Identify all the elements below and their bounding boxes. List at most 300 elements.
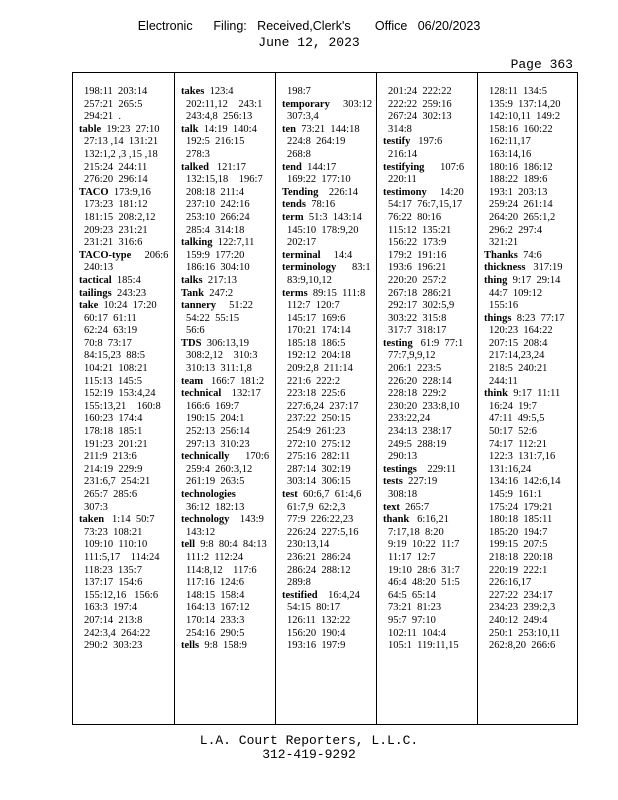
index-entry-continuation: 170:21 174:14	[287, 325, 351, 337]
index-column-5	[477, 73, 579, 724]
index-entry-continuation: 268:8	[287, 148, 311, 160]
index-entry-continuation: 54:22 55:15	[186, 312, 240, 324]
index-entry-continuation: 169:22 177:10	[287, 174, 351, 186]
index-term: take	[79, 300, 99, 312]
index-term: TACO-type	[79, 249, 132, 261]
page-line-refs: 14:20	[426, 186, 464, 198]
index-entry-continuation: 62:24 63:19	[84, 325, 138, 337]
index-term: testify	[383, 136, 411, 148]
index-entry-continuation: 321:21	[489, 237, 519, 249]
index-column-2	[174, 73, 275, 724]
index-entry-continuation: 307:3,4	[287, 111, 319, 123]
index-entry-continuation: 178:18 185:1	[84, 426, 143, 438]
index-term: Tank	[181, 287, 204, 299]
index-entry-continuation: 143:12	[186, 526, 216, 538]
index-term: technically	[181, 451, 230, 463]
page-line-refs: 60:6,7 61:4,6	[297, 489, 362, 500]
index-term: tests	[383, 476, 403, 488]
page-line-refs: 122:7,11	[212, 237, 255, 249]
index-column-3	[275, 73, 376, 724]
index-entry-continuation: 192:12 204:18	[287, 350, 351, 362]
page-line-refs: 144:17	[301, 161, 337, 173]
index-term: table	[79, 123, 102, 135]
index-column-4	[376, 73, 477, 724]
page-line-refs: 317:19	[525, 262, 563, 274]
index-entry-continuation: 292:17 302:5,9	[388, 300, 455, 312]
index-term: temporary	[282, 98, 330, 110]
index-entry-continuation: 117:16 124:6	[186, 577, 244, 589]
page-line-refs: 61:9 77:1	[412, 337, 464, 349]
index-entry-headword	[282, 250, 373, 263]
index-entry-headword	[484, 262, 576, 275]
index-entry-continuation: 36:12 182:13	[186, 501, 245, 513]
index-entry-continuation: 257:21 265:5	[84, 98, 143, 110]
page-line-refs: 14:4	[320, 249, 353, 261]
index-term: tells	[181, 640, 200, 652]
index-entry-headword	[181, 338, 272, 351]
index-entry-continuation: 126:11 132:22	[287, 614, 351, 626]
index-entry-continuation: 206:1 223:5	[388, 363, 442, 375]
index-entry-continuation: 234:13 238:17	[388, 426, 452, 438]
index-entry-continuation: 156:22 173:9	[388, 237, 447, 249]
index-entry-continuation: 249:5 288:19	[388, 438, 447, 450]
index-entry-continuation: 278:3	[186, 148, 210, 160]
index-entry-headword	[181, 275, 272, 288]
index-entry-headword	[282, 199, 373, 212]
index-term: technologies	[181, 489, 236, 500]
index-entry-headword	[383, 502, 474, 515]
index-entry-continuation: 190:15 204:1	[186, 413, 245, 425]
page-line-refs: 51:22	[216, 300, 254, 312]
index-entry-headword	[282, 212, 373, 225]
index-entry-continuation: 254:16 290:5	[186, 627, 245, 639]
index-entry-continuation: 132:1,2 ,3 ,15 ,18	[84, 148, 158, 160]
index-entry-headword	[484, 313, 576, 326]
index-entry-continuation: 253:10 266:24	[186, 211, 250, 223]
index-entry-continuation: 128:11 134:5	[489, 86, 547, 97]
word-index-box	[72, 72, 578, 725]
page-line-refs: 226:14	[318, 186, 359, 198]
page-line-refs: 306:13,19	[201, 337, 249, 349]
page-line-refs: 121:17	[209, 161, 247, 173]
index-entry-continuation: 188:22 189:6	[489, 174, 548, 186]
index-entry-continuation: 275:16 282:11	[287, 451, 351, 463]
index-term: team	[181, 375, 204, 387]
index-term: TACO	[79, 186, 109, 198]
index-entry-continuation: 265:7 285:6	[84, 489, 138, 500]
index-entry-continuation: 303:14 306:15	[287, 476, 351, 488]
page-line-refs: 51:3 143:14	[303, 211, 362, 223]
index-entry-continuation: 120:23 164:22	[489, 325, 553, 337]
index-entry-continuation: 137:17 154:6	[84, 577, 143, 589]
index-entry-continuation: 56:6	[186, 325, 205, 337]
index-entry-continuation: 276:20 296:14	[84, 174, 148, 186]
index-column-1	[73, 73, 174, 724]
page-number: Page 363	[510, 57, 573, 72]
index-entry-continuation: 208:18 211:4	[186, 186, 244, 198]
index-entry-continuation: 242:3,4 264:22	[84, 627, 151, 639]
index-term: test	[282, 489, 298, 500]
index-entry-continuation: 224:8 264:19	[287, 136, 346, 148]
index-entry-continuation: 77:9 226:22,23	[287, 514, 354, 526]
index-term: tannery	[181, 300, 216, 312]
index-term: testified	[282, 589, 318, 601]
index-entry-continuation: 145:9 161:1	[489, 489, 543, 500]
page-line-refs: 185:4	[111, 274, 141, 286]
index-entry-continuation: 226:24 227:5,16	[287, 526, 359, 538]
index-entry-continuation: 7:17,18 8:20	[388, 526, 444, 538]
index-entry-continuation: 307:3	[84, 501, 108, 513]
index-entry-headword	[181, 86, 272, 99]
index-entry-headword	[282, 590, 373, 603]
index-entry-continuation: 170:14 233:3	[186, 614, 245, 626]
index-entry-continuation: 303:22 315:8	[388, 312, 447, 324]
index-entry-continuation: 202:17	[287, 237, 317, 249]
index-entry-continuation: 163:3 197:4	[84, 602, 138, 614]
index-entry-continuation: 207:14 213:8	[84, 614, 143, 626]
index-term: thing	[484, 274, 508, 286]
index-entry-headword	[282, 162, 373, 175]
index-entry-continuation: 264:20 265:1,2	[489, 211, 556, 223]
index-entry-continuation: 237:10 242:16	[186, 199, 250, 211]
page-line-refs: 217:13	[202, 274, 238, 286]
page-line-refs: 227:19	[402, 476, 438, 488]
index-term: TDS	[181, 337, 202, 349]
index-entry-headword	[383, 514, 474, 527]
index-entry-continuation: 77:7,9,9,12	[388, 350, 436, 362]
page-line-refs: 197:6	[410, 136, 443, 148]
index-term: terminology	[282, 262, 337, 274]
index-term: thank	[383, 514, 410, 526]
index-entry-continuation: 285:4 314:18	[186, 224, 245, 236]
index-entry-continuation: 297:13 310:23	[186, 438, 250, 450]
index-entry-continuation: 226:16,17	[489, 577, 532, 589]
index-entry-continuation: 132:15,18 196:7	[186, 174, 263, 186]
index-entry-headword	[181, 237, 272, 250]
index-entry-continuation: 223:18 225:6	[287, 388, 346, 400]
index-entry-headword	[282, 99, 373, 112]
index-entry-continuation: 105:1 119:11,15	[388, 640, 459, 652]
page-line-refs: 1:14 50:7	[104, 514, 155, 526]
index-term: taken	[79, 514, 105, 526]
index-entry-continuation: 198:11 203:14	[84, 86, 148, 97]
index-entry-continuation: 134:16 142:6,14	[489, 476, 561, 488]
index-entry-continuation: 217:14,23,24	[489, 350, 545, 362]
index-entry-continuation: 261:19 263:5	[186, 476, 245, 488]
index-entry-continuation: 310:13 311:1,8	[186, 363, 252, 375]
index-entry-headword	[79, 187, 171, 200]
hearing-date: June 12, 2023	[258, 35, 360, 50]
index-entry-continuation: 314:8	[388, 123, 412, 135]
index-entry-continuation: 73:21 81:23	[388, 602, 442, 614]
index-term: testimony	[383, 186, 427, 198]
filing-stamp: Electronic Filing: Received,Clerk's Office 06/20/2023	[137, 19, 481, 33]
index-entry-headword	[383, 162, 474, 175]
index-entry-continuation: 47:11 49:5,5	[489, 413, 545, 425]
index-term: tend	[282, 161, 302, 173]
index-entry-continuation: 244:11	[489, 375, 518, 387]
page-line-refs: 6:16,21	[409, 514, 449, 526]
page-line-refs: 9:17 29:14	[507, 274, 561, 286]
index-entry-continuation: 193:6 196:21	[388, 262, 447, 274]
index-entry-continuation: 192:5 216:15	[186, 136, 245, 148]
index-entry-continuation: 214:19 229:9	[84, 463, 143, 475]
index-entry-continuation: 250:1 253:10,11	[489, 627, 561, 639]
index-entry-continuation: 240:13	[84, 262, 114, 274]
index-entry-continuation: 179:2 191:16	[388, 249, 447, 261]
index-entry-headword	[484, 250, 576, 263]
index-entry-continuation: 64:5 65:14	[388, 589, 436, 601]
index-entry-continuation: 296:2 297:4	[489, 224, 543, 236]
index-entry-headword	[181, 288, 272, 301]
index-term: tailings	[79, 287, 112, 299]
page-line-refs: 74:6	[517, 249, 542, 261]
index-entry-headword	[282, 489, 373, 502]
index-entry-continuation: 220:19 222:1	[489, 564, 548, 576]
index-entry-continuation: 27:13 ,14 131:21	[84, 136, 159, 148]
index-entry-continuation: 19:10 28:6 31:7	[388, 564, 460, 576]
index-entry-continuation: 231:21 316:6	[84, 237, 143, 249]
index-term: Tending	[282, 186, 319, 198]
index-entry-continuation: 230:20 233:8,10	[388, 400, 460, 412]
index-entry-continuation: 118:23 135:7	[84, 564, 142, 576]
index-entry-continuation: 230:13,14	[287, 539, 330, 551]
page-line-refs: 229:11	[416, 463, 457, 475]
index-entry-headword	[181, 124, 272, 137]
page-line-refs: 8:23 77:17	[511, 312, 565, 324]
index-term: thickness	[484, 262, 526, 274]
index-entry-continuation: 175:24 179:21	[489, 501, 553, 513]
index-entry-continuation: 290:13	[388, 451, 418, 463]
index-term: Thanks	[484, 249, 518, 261]
index-entry-headword	[79, 250, 171, 263]
index-entry-continuation: 111:5,17 114:24	[84, 551, 160, 563]
page-line-refs: 247:2	[203, 287, 234, 299]
index-entry-continuation: 317:7 318:17	[388, 325, 447, 337]
index-entry-continuation: 218:18 220:18	[489, 551, 553, 563]
page-line-refs: 303:12	[329, 98, 373, 110]
index-term: technical	[181, 388, 222, 400]
page-line-refs: 265:7	[399, 501, 430, 513]
index-entry-continuation: 272:10 275:12	[287, 438, 351, 450]
index-entry-continuation: 186:16 304:10	[186, 262, 250, 274]
index-entry-continuation: 73:23 108:21	[84, 526, 143, 538]
index-entry-headword	[282, 262, 373, 275]
page-line-refs: 83:1	[336, 262, 371, 274]
index-entry-continuation: 259:24 261:14	[489, 199, 553, 211]
index-entry-continuation: 202:11,12 243:1	[186, 98, 263, 110]
page-line-refs: 9:17 11:11	[507, 388, 561, 400]
page-line-refs: 132:17	[221, 388, 261, 400]
index-entry-continuation: 243:4,8 256:13	[186, 111, 253, 123]
index-entry-continuation: 209:23 231:21	[84, 224, 148, 236]
page-line-refs: 170:6	[229, 451, 270, 463]
index-entry-continuation: 9:19 10:22 11:7	[388, 539, 460, 551]
index-entry-continuation: 158:16 160:22	[489, 123, 553, 135]
index-entry-continuation: 252:13 256:14	[186, 426, 250, 438]
index-entry-continuation: 216:14	[388, 148, 418, 160]
page-line-refs: 9:8 158:9	[199, 640, 247, 652]
index-entry-continuation: 267:24 302:13	[388, 111, 452, 123]
index-entry-headword	[484, 388, 576, 401]
index-entry-continuation: 104:21 108:21	[84, 363, 148, 375]
index-entry-continuation: 308:18	[388, 489, 418, 500]
index-entry-headword	[79, 124, 171, 137]
index-entry-continuation: 111:2 112:24	[186, 551, 244, 563]
index-term: terms	[282, 287, 308, 299]
index-entry-continuation: 180:18 185:11	[489, 514, 553, 526]
index-entry-continuation: 287:14 302:19	[287, 463, 351, 475]
index-entry-continuation: 155:16	[489, 300, 519, 312]
index-term: talks	[181, 274, 203, 286]
index-entry-headword	[383, 464, 474, 477]
index-entry-continuation: 83:9,10,12	[287, 274, 332, 286]
index-entry-continuation: 44:7 109:12	[489, 287, 543, 299]
index-term: testing	[383, 337, 413, 349]
index-entry-continuation: 142:10,11 149:2	[489, 111, 561, 123]
page-line-refs: 14:19 140:4	[198, 123, 257, 135]
index-entry-continuation: 233:22,24	[388, 413, 431, 425]
index-entry-continuation: 220:20 257:2	[388, 274, 447, 286]
index-entry-continuation: 115:12 135:21	[388, 224, 452, 236]
page-line-refs: 9:8 80:4 84:13	[195, 539, 267, 551]
index-term: talked	[181, 161, 210, 173]
index-entry-continuation: 102:11 104:4	[388, 627, 446, 639]
index-entry-headword	[181, 388, 272, 401]
index-entry-continuation: 95:7 97:10	[388, 614, 436, 626]
index-entry-continuation: 160:23 174:4	[84, 413, 143, 425]
index-entry-continuation: 290:2 303:23	[84, 640, 143, 652]
index-entry-continuation: 162:11,17	[489, 136, 531, 148]
index-term: term	[282, 211, 304, 223]
index-term: tactical	[79, 274, 112, 286]
index-entry-headword	[181, 162, 272, 175]
index-entry-continuation: 155:13,21 160:8	[84, 400, 161, 412]
index-term: technology	[181, 514, 230, 526]
index-entry-continuation: 114:8,12 117:6	[186, 564, 257, 576]
index-entry-headword	[181, 489, 272, 502]
index-entry-continuation: 148:15 158:4	[186, 589, 245, 601]
index-term: talking	[181, 237, 213, 249]
index-entry-continuation: 166:6 169:7	[186, 400, 240, 412]
index-entry-continuation: 46:4 48:20 51:5	[388, 577, 460, 589]
index-entry-continuation: 226:20 228:14	[388, 375, 452, 387]
index-entry-headword	[181, 451, 272, 464]
index-entry-continuation: 135:9 137:14,20	[489, 98, 561, 110]
index-entry-continuation: 164:13 167:12	[186, 602, 250, 614]
index-entry-continuation: 218:5 240:21	[489, 363, 548, 375]
page-line-refs: 107:6	[424, 161, 465, 173]
page-line-refs: 89:15 111:8	[307, 287, 366, 299]
index-term: things	[484, 312, 512, 324]
index-entry-continuation: 236:21 286:24	[287, 551, 351, 563]
index-term: talk	[181, 123, 199, 135]
index-entry-continuation: 193:1 203:13	[489, 186, 548, 198]
index-entry-continuation: 262:8,20 266:6	[489, 640, 556, 652]
index-entry-headword	[79, 514, 171, 527]
index-entry-continuation: 227:6,24 237:17	[287, 400, 359, 412]
index-entry-continuation: 215:24 244:11	[84, 161, 148, 173]
index-entry-continuation: 54:17 76:7,15,17	[388, 199, 463, 211]
index-entry-continuation: 115:13 145:5	[84, 375, 142, 387]
index-term: tell	[181, 539, 195, 551]
index-entry-continuation: 50:17 52:6	[489, 426, 537, 438]
index-entry-continuation: 11:17 12:7	[388, 551, 436, 563]
index-entry-continuation: 221:6 222:2	[287, 375, 341, 387]
index-term: ten	[282, 123, 296, 135]
index-entry-continuation: 152:19 153:4,24	[84, 388, 156, 400]
index-entry-headword	[484, 275, 576, 288]
index-entry-continuation: 112:7 120:7	[287, 300, 340, 312]
index-entry-headword	[181, 300, 272, 313]
index-entry-continuation: 237:22 250:15	[287, 413, 351, 425]
index-entry-continuation: 259:4 260:3,12	[186, 463, 253, 475]
index-entry-headword	[181, 376, 272, 389]
index-entry-continuation: 145:17 169:6	[287, 312, 346, 324]
index-entry-headword	[383, 338, 474, 351]
page-line-refs: 16:4,24	[317, 589, 360, 601]
page-line-refs: 166:7 181:2	[203, 375, 265, 387]
index-entry-headword	[79, 288, 171, 301]
page-line-refs: 143:9	[229, 514, 264, 526]
index-entry-continuation: 76:22 80:16	[388, 211, 442, 223]
index-entry-continuation: 289:8	[287, 577, 311, 589]
index-entry-continuation: 191:23 201:21	[84, 438, 148, 450]
index-entry-headword	[282, 187, 373, 200]
index-entry-headword	[181, 640, 272, 653]
index-entry-continuation: 211:9 213:6	[84, 451, 137, 463]
page-line-refs: 78:16	[305, 199, 336, 211]
index-entry-continuation: 60:17 61:11	[84, 312, 137, 324]
index-entry-continuation: 131:16,24	[489, 463, 532, 475]
index-entry-continuation: 201:24 222:22	[388, 86, 452, 97]
index-entry-continuation: 185:20 194:7	[489, 526, 548, 538]
index-entry-continuation: 227:22 234:17	[489, 589, 553, 601]
index-entry-headword	[383, 136, 474, 149]
index-entry-headword	[181, 539, 272, 552]
index-term: text	[383, 501, 400, 513]
index-entry-continuation: 220:11	[388, 174, 417, 186]
index-entry-headword	[282, 124, 373, 137]
page-line-refs: 73:21 144:18	[296, 123, 360, 135]
court-reporter-name: L.A. Court Reporters, L.L.C.	[199, 733, 419, 748]
index-entry-continuation: 163:14,16	[489, 148, 532, 160]
index-entry-continuation: 180:16 186:12	[489, 161, 553, 173]
index-entry-continuation: 84:15,23 88:5	[84, 350, 145, 362]
index-entry-continuation: 193:16 197:9	[287, 640, 346, 652]
index-entry-continuation: 145:10 178:9,20	[287, 224, 359, 236]
index-entry-continuation: 173:23 181:12	[84, 199, 148, 211]
index-entry-continuation: 54:15 80:17	[287, 602, 341, 614]
index-entry-continuation: 185:18 186:5	[287, 337, 346, 349]
index-term: takes	[181, 86, 205, 97]
page-line-refs: 19:23 27:10	[101, 123, 160, 135]
index-entry-continuation: 231:6,7 254:21	[84, 476, 151, 488]
index-entry-continuation: 156:20 190:4	[287, 627, 346, 639]
index-entry-continuation: 286:24 288:12	[287, 564, 351, 576]
index-term: testings	[383, 463, 417, 475]
index-entry-continuation: 209:2,8 211:14	[287, 363, 353, 375]
index-entry-headword	[79, 300, 171, 313]
index-entry-continuation: 159:9 177:20	[186, 249, 245, 261]
index-entry-continuation: 234:23 239:2,3	[489, 602, 556, 614]
index-entry-continuation: 267:18 286:21	[388, 287, 452, 299]
index-entry-continuation: 61:7,9 62:2,3	[287, 501, 346, 513]
index-entry-continuation: 198:7	[287, 86, 311, 97]
index-entry-continuation: 181:15 208:2,12	[84, 211, 156, 223]
index-entry-continuation: 228:18 229:2	[388, 388, 447, 400]
index-entry-headword	[181, 514, 272, 527]
